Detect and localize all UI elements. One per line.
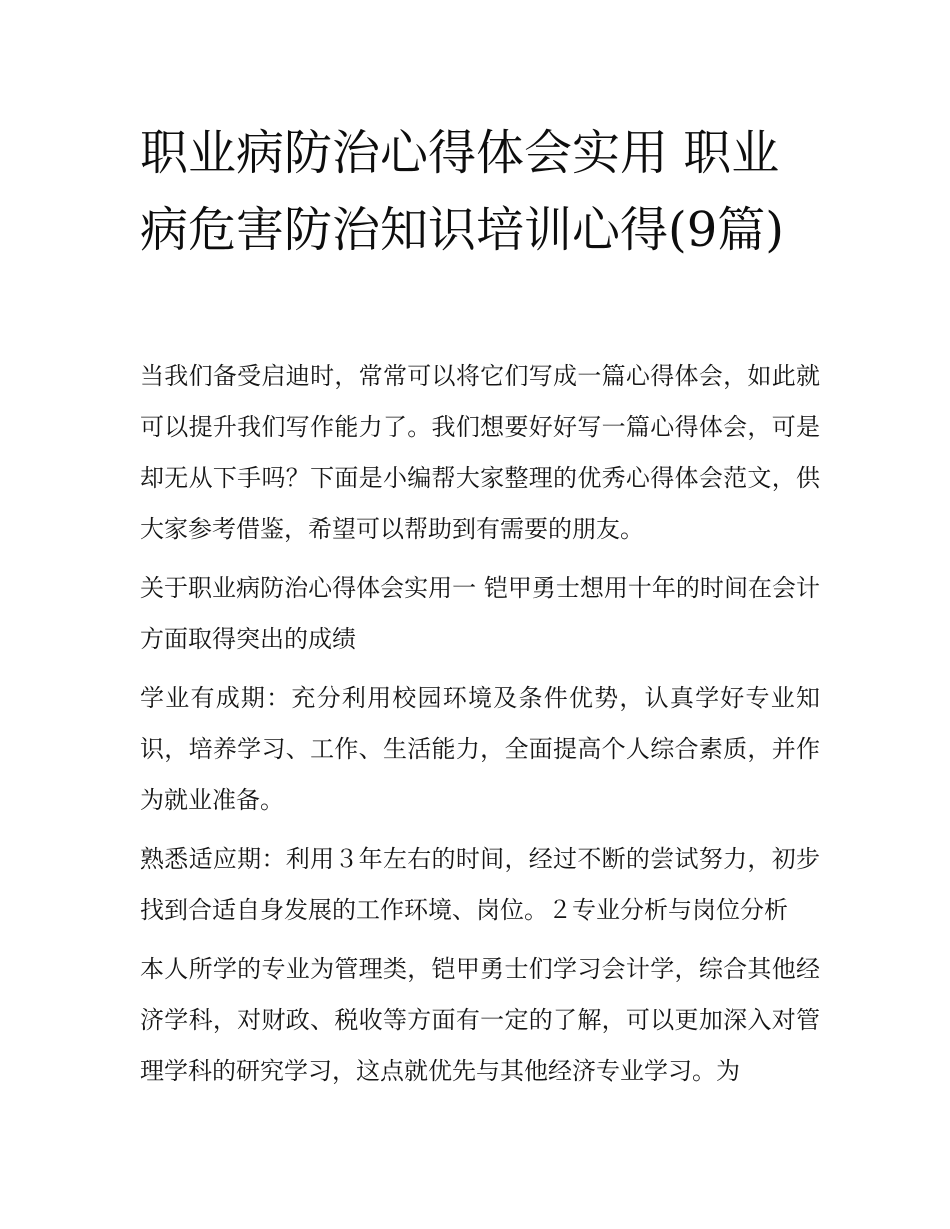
paragraph-adaptation-period: 熟悉适应期：利用３年左右的时间，经过不断的尝试努力，初步找到合适自身发展的工作环境、岗位。２专业分析与岗位分析 — [140, 845, 820, 924]
paragraph-intro: 当我们备受启迪时，常常可以将它们写成一篇心得体会，如此就可以提升我们写作能力了。我们想要好好写一篇心得体会，可是却无从下手吗？下面是小编帮大家整理的优秀心得体会范文，供大家参考借鉴，希望可以帮助到有需要的朋友。 — [140, 362, 820, 543]
document-title: 职业病防治心得体会实用 职业病危害防治知识培训心得(9篇) — [140, 125, 784, 258]
paragraph-section-heading: 关于职业病防治心得体会实用一 铠甲勇士想用十年的时间在会计方面取得突出的成绩 — [140, 574, 820, 653]
paragraph-major-analysis: 本人所学的专业为管理类，铠甲勇士们学习会计学，综合其他经济学科，对财政、税收等方面有一定的了解，可以更加深入对管理学科的研究学习，这点就优先与其他经济专业学习。为 — [140, 955, 820, 1085]
document-body — [140, 351, 820, 1097]
paragraph-study-period: 学业有成期：充分利用校园环境及条件优势，认真学好专业知识，培养学习、工作、生活能力，全面提高个人综合素质，并作为就业准备。 — [140, 684, 820, 814]
